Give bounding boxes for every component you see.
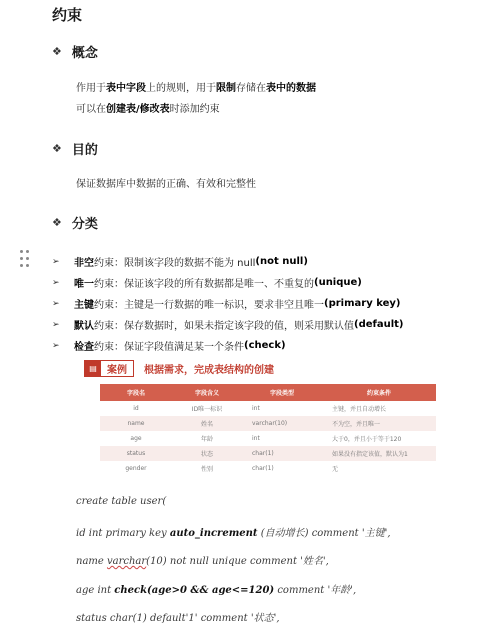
text: 时添加约束 [169,104,220,115]
purpose-text: 保证数据库中数据的正确、有效和完整性 [76,179,256,190]
code-text: (自动增长) comment '主键', [257,528,391,539]
diamond-bullet-icon: ❖ [52,142,62,155]
table-cell: 如果没有指定该值，默认为1 [322,446,436,461]
section-title: 目的 [71,143,98,158]
emphasis: 表中的数据 [266,83,316,94]
code-text: id int primary key [76,528,170,539]
table-cell: int [252,435,260,442]
case-description: 根据需求，完成表结构的创建 [144,365,274,376]
constraint-desc: 约束：主键是一行数据的唯一标识，要求非空且唯一 [94,300,324,311]
arrow-bullet-icon: ➢ [52,256,60,267]
case-label: 案例 [107,365,127,376]
table-cell: status [100,446,172,461]
text: 作用于 [76,83,106,94]
constraint-name: 主键 [74,300,94,311]
column-header: 字段类型 [242,384,322,401]
section-heading-category [52,213,98,232]
code-text: (10) not null unique comment '姓名', [146,556,329,567]
table-row [100,461,436,476]
constraint-desc: 约束：限制该字段的数据不能为 null [94,258,256,269]
text: 上的规则，用于 [146,83,216,94]
case-badge [84,360,134,377]
table-cell: name [100,416,172,431]
code-text: comment '年龄', [274,585,357,596]
constraint-name: 检查 [74,342,94,353]
emphasis: 表中字段 [106,83,146,94]
constraint-keyword: (unique) [314,277,362,288]
code-keyword: auto_increment [169,528,258,539]
column-header: 字段含义 [172,384,242,401]
table-cell: age [130,435,142,442]
constraint-keyword: (not null) [255,256,308,267]
schema-table [100,384,436,476]
column-header: 字段名 [100,384,172,401]
code-line-3 [76,552,329,567]
code-keyword: check(age>0 && age<=120) [114,585,275,596]
table-row [100,431,436,446]
constraint-keyword: (check) [244,340,286,351]
arrow-bullet-icon: ➢ [52,298,60,309]
constraint-name: 默认 [74,321,94,332]
table-row [100,446,436,461]
code-text: age int [76,585,115,596]
constraint-keyword: (primary key) [324,298,401,309]
code-line-5: status char(1) default'1' comment '状态', [76,613,280,624]
section-title: 概念 [71,46,98,61]
emphasis: 限制 [216,83,236,94]
code-spellcheck-word: varchar [106,556,147,567]
table-header-row [100,384,436,401]
arrow-bullet-icon: ➢ [52,277,60,288]
case-banner [84,360,274,377]
text: 可以在 [76,104,106,115]
diamond-bullet-icon: ❖ [52,216,62,229]
table-cell: 无 [332,466,339,473]
code-text: name [76,556,107,567]
emphasis: 创建表/修改表 [106,104,170,115]
table-cell: gender [125,465,147,472]
table-cell: 大于0，并且小于等于120 [332,436,402,443]
code-line-1: create table user( [76,496,167,507]
table-cell: 主键，并且自动增长 [332,406,387,413]
table-cell: 性别 [200,466,213,473]
constraint-desc: 约束：保证字段值满足某一个条件 [94,342,244,353]
concept-line-2 [76,103,220,117]
constraint-desc: 约束：保证该字段的所有数据都是唯一、不重复的 [94,279,314,290]
constraint-item-check [52,338,286,353]
section-heading-purpose [52,139,98,158]
arrow-bullet-icon: ➢ [52,319,60,330]
case-book-icon: ▤ [85,361,101,376]
concept-line-1 [76,82,316,96]
constraint-keyword: (default) [354,319,404,330]
constraint-item-unique [52,275,362,290]
table-cell: char(1) [242,446,322,461]
table-cell: 不为空，并且唯一 [322,416,436,431]
table-cell: 年龄 [200,436,213,443]
table-cell: 姓名 [172,416,242,431]
constraint-desc: 约束：保存数据时，如果未指定该字段的值，则采用默认值 [94,321,354,332]
constraint-name: 唯一 [74,279,94,290]
table-cell: id [133,405,139,412]
constraint-item-primary-key [52,296,400,311]
constraint-item-default [52,317,404,332]
text: 存储在 [236,83,266,94]
table-row [100,401,436,416]
diamond-bullet-icon: ❖ [52,45,62,58]
arrow-bullet-icon: ➢ [52,340,60,351]
constraint-name: 非空 [74,258,94,269]
section-heading-concept [52,42,98,61]
table-cell: ID唯一标识 [191,406,223,413]
code-line-4 [76,581,356,596]
column-header: 约束条件 [322,384,436,401]
table-cell: int [252,405,260,412]
page-title: 约束 [52,6,83,24]
table-cell: 状态 [172,446,242,461]
table-row [100,416,436,431]
table-cell: varchar(10) [242,416,322,431]
drag-handle-icon[interactable] [20,250,30,268]
table-cell: char(1) [252,465,274,472]
code-line-2 [76,524,391,539]
section-title: 分类 [71,217,98,232]
constraint-item-not-null [52,254,308,269]
